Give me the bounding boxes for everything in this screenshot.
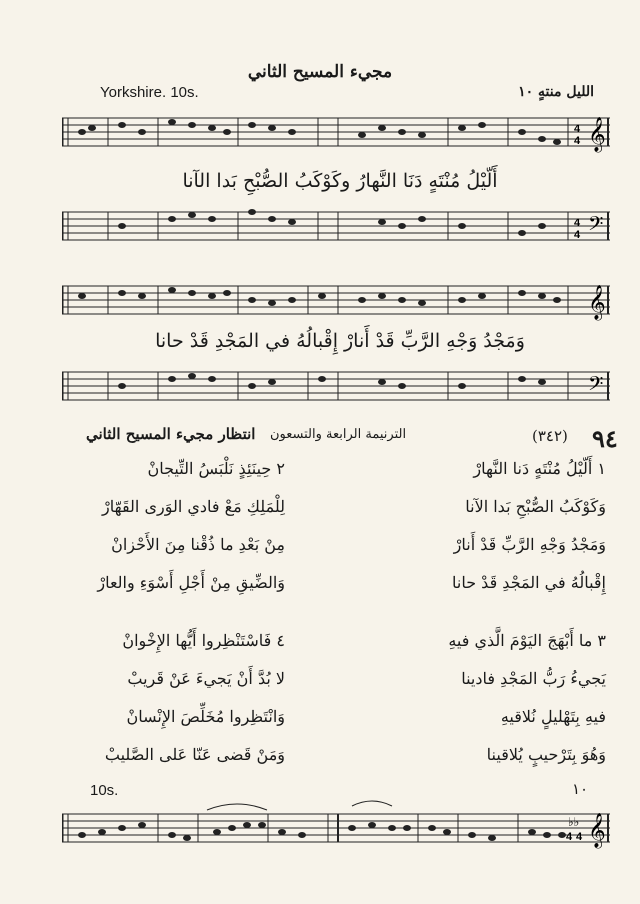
verse-2 (25, 458, 285, 610)
svg-text:𝄢: 𝄢 (588, 372, 604, 400)
verse-line: وَهُوَ بِتَرْحيبٍ يُلاقينا (486, 745, 606, 764)
verse-line: ٣ ما أَبْهَجَ اليَوْمَ الَّذي فيهِ (448, 631, 606, 650)
verse-line: لِلْمَلِكِ مَعْ فادي الوَرى القَهّارْ (101, 497, 285, 516)
verse-line: وَمَنْ قَضى عَنّا عَلى الصَّليبْ (104, 745, 285, 764)
svg-text:4: 4 (566, 831, 573, 843)
verse-line: فيهِ بِتَهْليلٍ نُلاقيهِ (500, 707, 606, 726)
svg-text:4: 4 (574, 217, 581, 229)
music-staff-bottom (62, 800, 610, 860)
svg-text:𝄞: 𝄞 (588, 285, 606, 320)
tune-name: Yorkshire. 10s. (100, 84, 199, 101)
verse-line: إِقْبالُهُ في المَجْدِ قَدْ حانا (451, 573, 606, 592)
svg-text:𝄞: 𝄞 (588, 813, 606, 848)
verse-line: وَكَوْكَبُ الصُّبْحِ بَدا الآنا (465, 497, 606, 516)
hymn-heading: انتظار مجيء المسيح الثاني (86, 425, 256, 443)
lyrics-line-1: أَلّيْلُ مُنْتَهٍ دَنَا النَّهارُ وكَوْكَبُ الصُّبْحِ بَدا الآنا (182, 170, 498, 192)
svg-text:4: 4 (574, 135, 581, 147)
page-title: مجيء المسيح الثاني (247, 62, 393, 82)
verse-line: وَانْتَظِروا مُخَلِّصَ الإِنْسانْ (126, 707, 285, 726)
svg-text:4: 4 (576, 831, 583, 843)
hymn-reference: (٣٤٢) (532, 427, 568, 445)
verse-4 (25, 630, 285, 782)
verse-line: وَمَجْدُ وَجْهِ الرَّبِّ قَدْ أَنارْ (453, 535, 606, 554)
verse-line: وَالضِّيقِ مِنْ أَجْلِ أَسْوَءِ والعارْ (97, 573, 285, 592)
lyrics-line-2: وَمَجْدُ وَجْهِ الرَّبِّ قَدْ أَنارْ إِقْبالُهُ في المَجْدِ قَدْ حانا (155, 330, 525, 352)
bottom-meter-arabic: ١٠ (572, 780, 589, 798)
svg-text:𝄞: 𝄞 (588, 117, 606, 152)
verse-3 (346, 630, 606, 782)
hymn-subtitle: الترنيمة الرابعة والتسعون (270, 427, 407, 442)
verse-1 (346, 458, 606, 610)
verse-line: لا بُدَّ أَنْ يَجيءَ عَنْ قَريبْ (127, 669, 285, 688)
bottom-meter: 10s. (90, 782, 119, 799)
svg-text:4: 4 (574, 229, 581, 241)
verse-line: ٤ فَاسْتَنْظِروا أَيُّها الإِخْوانْ (122, 631, 285, 650)
tune-meter-arabic: الليل منتهٍ ١٠ (518, 84, 594, 100)
svg-text:♭♭: ♭♭ (568, 815, 580, 829)
verse-line: مِنْ بَعْدِ ما ذُقْنا مِنَ الأَحْزانْ (111, 535, 285, 554)
hymn-number: ٩٤ (592, 424, 618, 453)
svg-text:4: 4 (574, 123, 581, 135)
verse-line: يَجيءُ رَبُّ المَجْدِ فادينا (461, 669, 606, 688)
verse-line: ٢ حِينَئِذٍ نَلْبَسُ التِّيجانْ (147, 459, 285, 478)
svg-text:𝄢: 𝄢 (588, 212, 604, 240)
verse-line: ١ أَلّيْلُ مُنْتَهٍ دَنا النَّهارْ (473, 459, 606, 478)
